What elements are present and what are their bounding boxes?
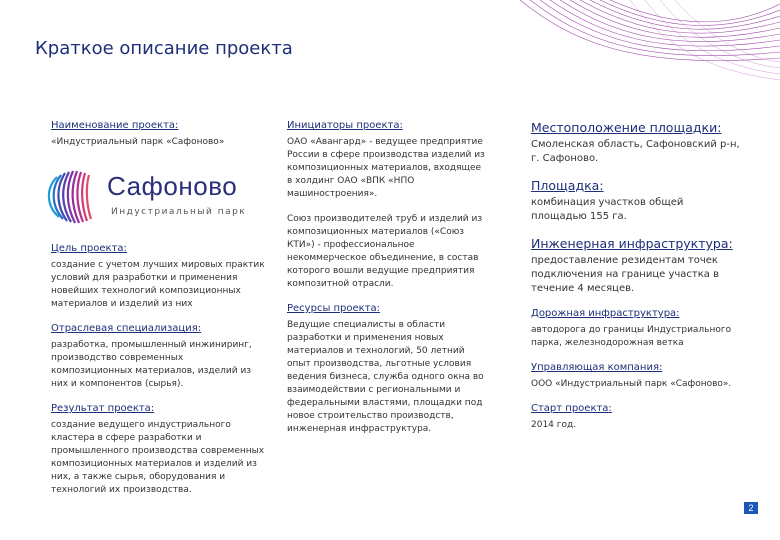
initiators-section [287,120,487,291]
logo-brand-name: Сафоново [107,171,238,201]
resources-section [287,303,487,436]
initiators-header: Инициаторы проекта: [287,120,403,131]
goal-section [51,243,266,311]
specialization-text: разработка, промышленный инжиниринг, производство современных композиционных материалов, изделий из них и компонентов (сырья). [51,340,252,389]
result-text: создание ведущего индустриального кластера в сфере разработки и промышленного производства современных композиционных материалов и изделий из них, а также сырья, оборудования и технологий их производства. [51,420,265,495]
goal-header: Цель проекта: [51,243,127,254]
initiators-text-1: ОАО «Авангард» - ведущее предприятие России в сфере производства изделий из композиционных материалов, входящее в холдинг ОАО «ВПК «НПО машиностроения». [287,137,485,199]
goal-text: создание с учетом лучших мировых практик условий для разработки и применения новейших технологий композиционных материалов и изделий из них [51,260,265,309]
logo-mark-icon [45,167,105,227]
area-section [531,178,741,224]
location-header: Местоположение площадки: [531,120,722,135]
management-section [531,362,741,391]
area-header: Площадка: [531,178,604,193]
column-middle [287,120,487,448]
location-text: Смоленская область, Сафоновский р-н, г. Сафоново. [531,139,740,164]
road-header: Дорожная инфраструктура: [531,308,680,319]
engineering-text: предоставление резидентам точек подключения на границе участка в течение 4 месяцев. [531,255,719,294]
management-text: ООО «Индустриальный парк «Сафоново». [531,379,732,389]
resources-text: Ведущие специалисты в области разработки и применения новых материалов и технологий, 50 летний опыт производства, льготные условия ведения бизнеса, служба одного окна во взаимодействии с региональными и федеральными властями, площадки под новое строительство производств, инженерная инфраструктура. [287,320,484,434]
start-text: 2014 год. [531,420,577,430]
column-right [531,120,741,444]
start-section [531,403,741,432]
project-name-header: Наименование проекта: [51,120,179,131]
page-number-badge: 2 [744,502,758,514]
logo-subtitle: Индустриальный парк [111,207,247,217]
start-header: Старт проекта: [531,403,612,414]
result-header: Результат проекта: [51,403,155,414]
road-section [531,308,741,350]
location-section [531,120,741,166]
specialization-section [51,323,266,391]
initiators-text-2: Союз производителей труб и изделий из композиционных материалов («Союз КТИ») - профессиональное некоммерческое объединение, в состав которого вошли ведущие предприятия композитной отрасли. [287,214,483,289]
column-left [51,120,266,509]
project-name-text: «Индустриальный парк «Сафоново» [51,137,225,147]
specialization-header: Отраслевая специализация: [51,323,202,334]
engineering-section [531,236,741,296]
area-text: комбинация участков общей площадью 155 га. [531,197,684,222]
management-header: Управляющая компания: [531,362,663,373]
safonovo-logo [45,167,266,229]
result-section [51,403,266,497]
road-text: автодорога до границы Индустриального парка, железнодорожная ветка [531,325,732,348]
resources-header: Ресурсы проекта: [287,303,381,314]
engineering-header: Инженерная инфраструктура: [531,236,733,251]
decorative-wave-graphic [480,0,780,120]
page-title: Краткое описание проекта [35,38,293,59]
project-name-section [51,120,266,149]
